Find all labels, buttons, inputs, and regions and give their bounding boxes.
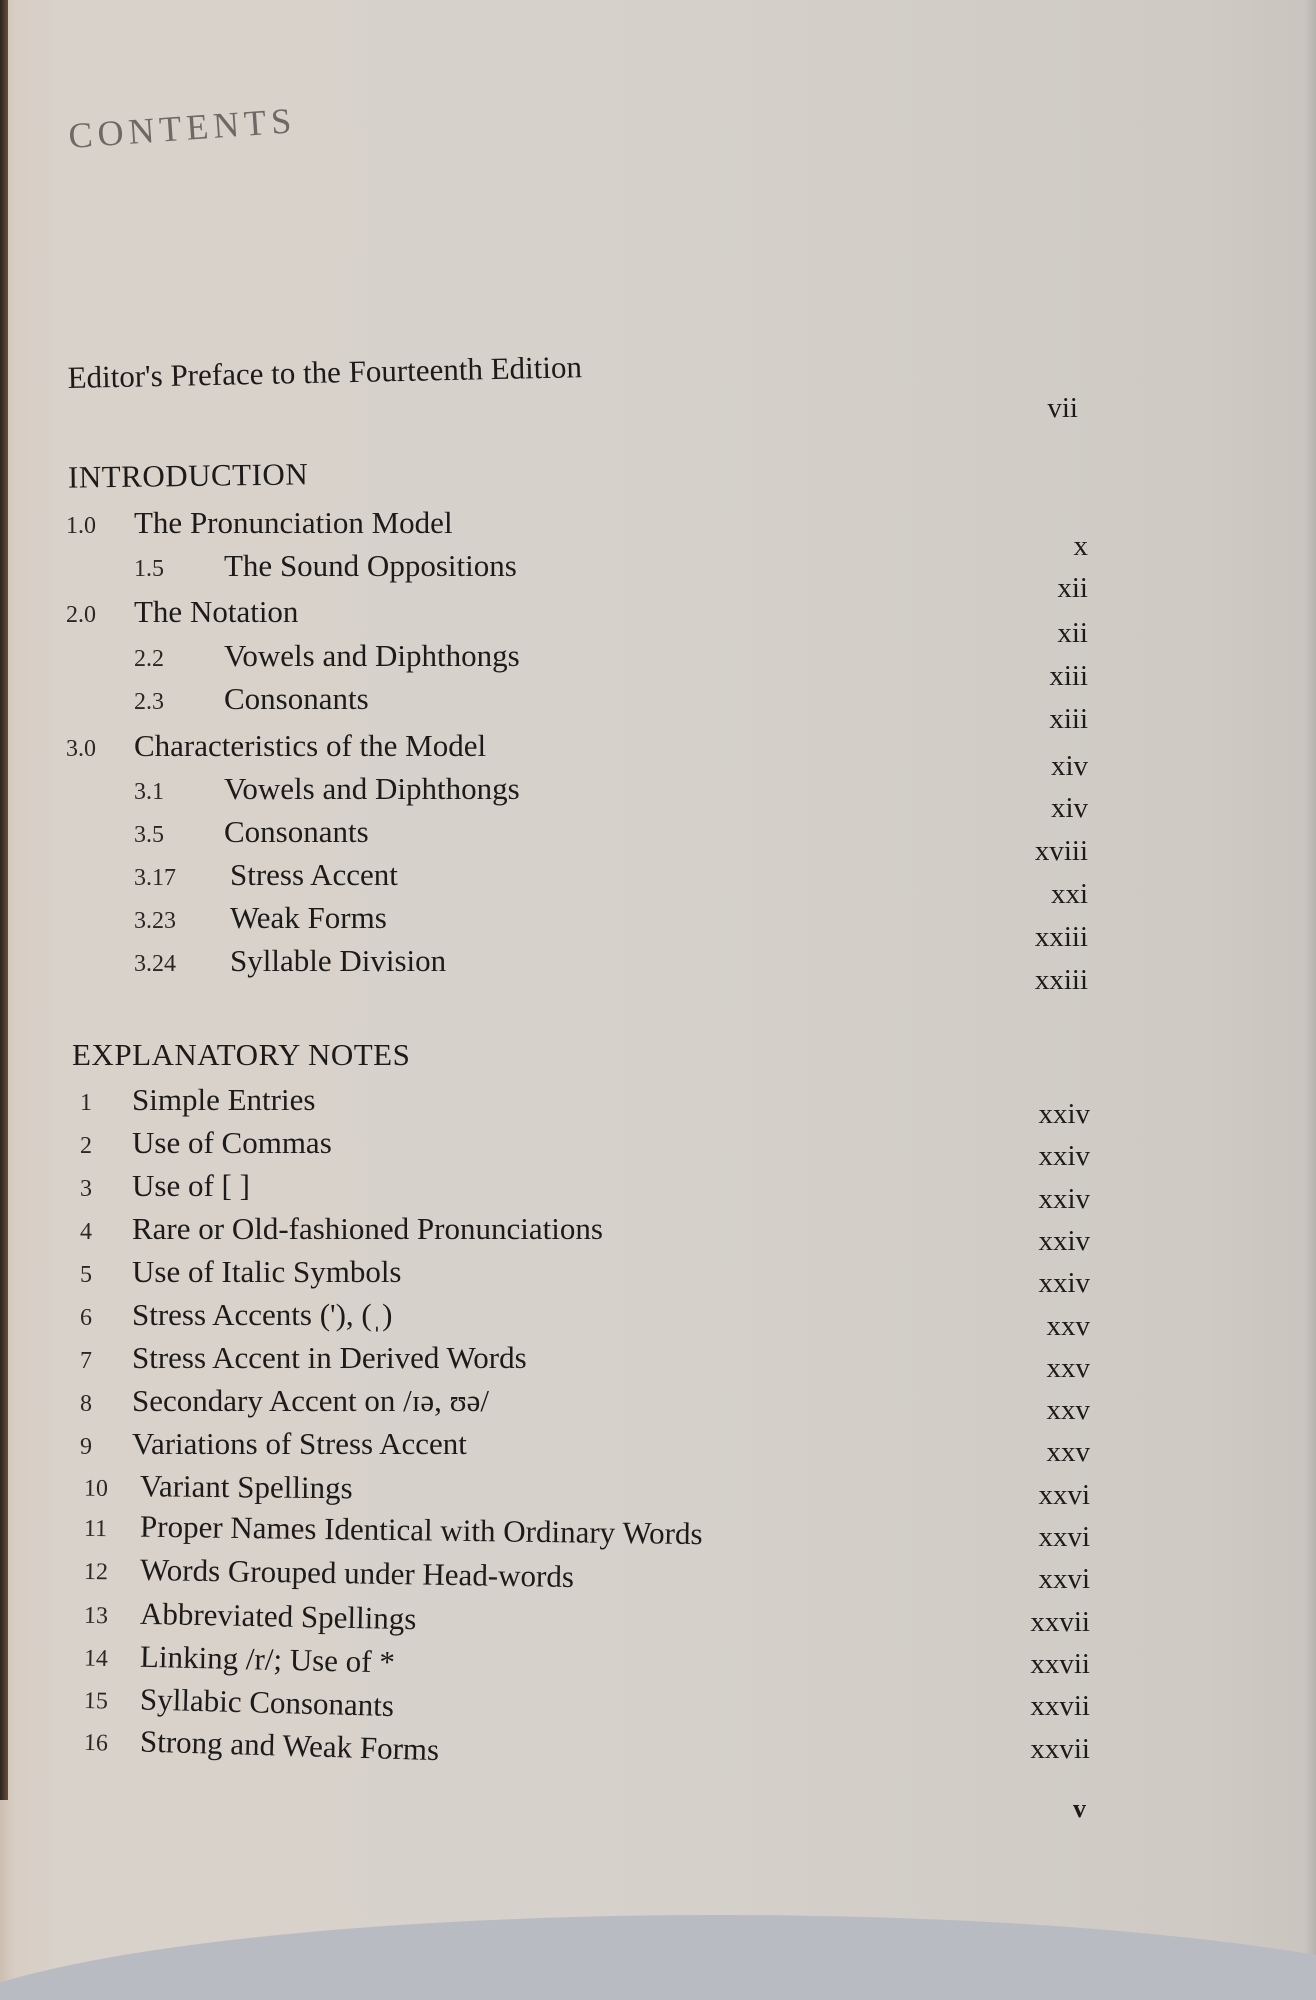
entry-label: Proper Names Identical with Ordinary Words <box>139 1508 703 1552</box>
toc-page-preface: vii <box>1047 392 1078 424</box>
entry-page-number: xiv <box>1050 792 1088 824</box>
toc-entry <box>80 1082 315 1118</box>
entry-page-number: xxvii <box>1030 1690 1090 1723</box>
toc-entry <box>84 1722 440 1768</box>
entry-page-number: xxvi <box>1038 1521 1090 1553</box>
entry-page-number: xiii <box>1049 703 1088 735</box>
book-spine <box>0 0 8 1800</box>
entry-label: Vowels and Diphthongs <box>224 638 520 673</box>
entry-number: 4 <box>80 1219 92 1245</box>
entry-page-number: xxvi <box>1038 1563 1090 1596</box>
toc-entry <box>80 1426 467 1462</box>
entry-number: 1.0 <box>66 513 96 539</box>
toc-entry <box>80 1168 250 1204</box>
entry-label: The Sound Oppositions <box>224 548 517 583</box>
entry-label: Stress Accents ('), (ˌ) <box>132 1297 393 1332</box>
entry-number: 3.1 <box>134 779 164 805</box>
page-edge <box>1306 0 1316 2000</box>
entry-page-number: xviii <box>1034 835 1088 867</box>
page-title: CONTENTS <box>67 100 298 157</box>
entry-label: The Pronunciation Model <box>134 505 453 540</box>
toc-entry <box>84 1508 703 1552</box>
entry-label: The Notation <box>134 594 299 629</box>
entry-page-number: xxiv <box>1038 1098 1090 1130</box>
entry-label: Consonants <box>224 681 369 716</box>
entry-label: Words Grouped under Head-words <box>139 1551 575 1595</box>
toc-entry <box>80 1125 332 1161</box>
toc-entry <box>80 1211 603 1247</box>
entry-number: 3.24 <box>134 951 176 977</box>
entry-page-number: xxiv <box>1038 1182 1090 1215</box>
entry-label: Secondary Accent on /ɪə, ʊə/ <box>132 1383 490 1418</box>
toc-entry <box>80 1340 527 1376</box>
entry-number: 3.0 <box>66 736 96 762</box>
entry-label: Stress Accent <box>230 857 398 892</box>
entry-label: Consonants <box>224 814 369 849</box>
entry-label: Simple Entries <box>132 1082 316 1117</box>
entry-number: 12 <box>83 1558 109 1586</box>
entry-page-number: xxiv <box>1038 1224 1090 1257</box>
toc-entry <box>134 857 398 893</box>
entry-number: 10 <box>83 1475 109 1502</box>
toc-entry <box>80 1254 402 1290</box>
toc-entry <box>66 505 453 541</box>
toc-entry <box>66 594 298 630</box>
entry-number: 15 <box>83 1687 109 1715</box>
entry-label: Use of Commas <box>132 1125 332 1160</box>
entry-label: Stress Accent in Derived Words <box>132 1340 527 1375</box>
entry-label: Use of Italic Symbols <box>132 1254 402 1289</box>
entry-page-number: xiii <box>1049 660 1088 692</box>
background-surface <box>0 1915 1316 2000</box>
entry-label: Vowels and Diphthongs <box>224 771 520 806</box>
entry-label: Linking /r/; Use of * <box>139 1638 396 1680</box>
entry-label: Strong and Weak Forms <box>139 1723 440 1768</box>
entry-number: 3.23 <box>134 908 176 934</box>
toc-entry <box>134 900 387 936</box>
toc-entry <box>84 1637 396 1680</box>
toc-entry <box>134 943 446 979</box>
entry-number: 13 <box>83 1602 109 1630</box>
entry-number: 2.2 <box>134 646 164 672</box>
entry-number: 11 <box>83 1515 108 1543</box>
entry-page-number: xiv <box>1050 750 1088 782</box>
entry-number: 2.3 <box>134 689 164 715</box>
toc-entry <box>84 1680 395 1724</box>
entry-page-number: xxvi <box>1038 1478 1090 1511</box>
page-folio: v <box>1073 1794 1086 1823</box>
toc-entry <box>134 681 369 717</box>
entry-label: Syllable Division <box>230 943 447 978</box>
section-heading-introduction: INTRODUCTION <box>67 456 309 495</box>
entry-number: 8 <box>80 1391 92 1417</box>
entry-page-number: xxiv <box>1038 1267 1090 1300</box>
toc-entry <box>134 638 520 674</box>
toc-entry-preface: Editor's Preface to the Fourteenth Edition <box>67 349 583 396</box>
entry-number: 6 <box>80 1305 92 1331</box>
entry-page-number: xii <box>1057 617 1088 649</box>
toc-entry <box>80 1383 489 1419</box>
entry-label: Abbreviated Spellings <box>139 1595 417 1637</box>
toc-entry <box>80 1297 392 1333</box>
entry-number: 1 <box>80 1090 92 1116</box>
entry-label: Variations of Stress Accent <box>132 1426 467 1461</box>
toc-entry <box>84 1595 417 1637</box>
entry-label: Syllabic Consonants <box>139 1681 395 1723</box>
entry-label: Use of [ ] <box>132 1168 250 1203</box>
entry-label: Characteristics of the Model <box>134 728 487 763</box>
entry-number: 16 <box>83 1729 109 1757</box>
entry-page-number: xxiii <box>1034 964 1088 996</box>
entry-page-number: xxiv <box>1038 1140 1090 1173</box>
toc-entry <box>84 1551 575 1595</box>
entry-number: 7 <box>80 1348 92 1374</box>
entry-number: 3.5 <box>134 822 164 848</box>
entry-number: 2 <box>80 1133 92 1159</box>
entry-number: 9 <box>80 1434 92 1460</box>
entry-number: 5 <box>80 1262 92 1288</box>
entry-label: Variant Spellings <box>139 1468 353 1506</box>
entry-number: 3 <box>80 1176 92 1202</box>
entry-number: 2.0 <box>66 602 96 628</box>
entry-label: Weak Forms <box>230 900 387 935</box>
toc-entry <box>134 814 369 850</box>
section-heading-explanatory-notes: EXPLANATORY NOTES <box>72 1037 411 1072</box>
entry-number: 3.17 <box>134 865 176 891</box>
toc-entry <box>66 728 486 764</box>
entry-page-number: xxi <box>1050 878 1088 910</box>
entry-page-number: xxiii <box>1034 921 1088 953</box>
entry-page-number: xxv <box>1046 1309 1090 1342</box>
entry-page-number: xxvii <box>1030 1732 1090 1765</box>
toc-entry <box>84 1468 353 1507</box>
entry-page-number: xxvii <box>1030 1647 1090 1680</box>
entry-number: 14 <box>83 1645 109 1673</box>
entry-page-number: xii <box>1057 572 1088 604</box>
entry-page-number: xxv <box>1046 1351 1090 1384</box>
entry-page-number: xxv <box>1046 1436 1090 1469</box>
toc-entry <box>134 771 520 807</box>
entry-number: 1.5 <box>134 556 164 582</box>
entry-page-number: x <box>1073 530 1088 562</box>
entry-page-number: xxvii <box>1030 1605 1090 1638</box>
entry-page-number: xxv <box>1046 1394 1090 1427</box>
toc-entry <box>134 548 517 584</box>
entry-label: Rare or Old-fashioned Pronunciations <box>132 1211 603 1246</box>
